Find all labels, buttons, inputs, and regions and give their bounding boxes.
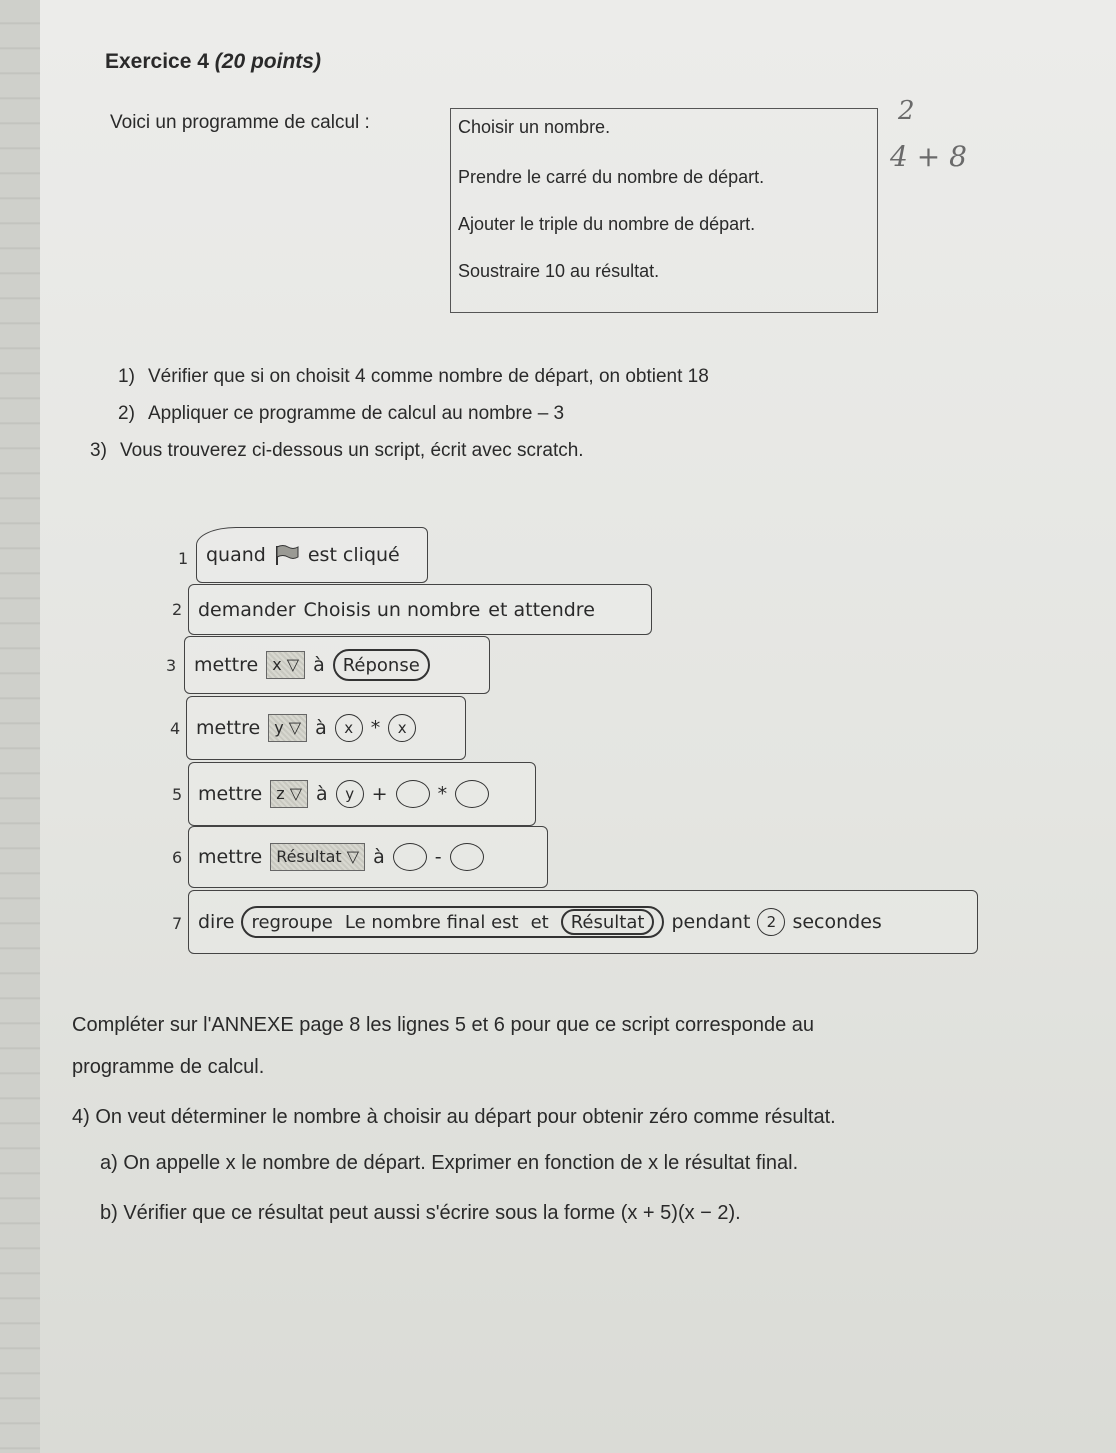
intro-text: Voici un programme de calcul :: [110, 112, 370, 133]
line-number-5: 5: [172, 785, 183, 804]
block-set-x: [184, 636, 490, 694]
empty-slot-1: [396, 780, 430, 808]
block-when-flag-clicked: [196, 527, 428, 583]
variable-y-label: y: [274, 718, 284, 737]
empty-slot-2: [455, 780, 489, 808]
block-5-word: mettre: [198, 783, 263, 805]
question-4a: a) On appelle x le nombre de départ. Exprimer en fonction de x le résultat final.: [100, 1152, 799, 1174]
answer-reporter: Réponse: [333, 649, 430, 681]
block-6-to: à: [373, 846, 385, 868]
operator-multiply-2: *: [437, 783, 448, 805]
line-number-1: 1: [178, 549, 189, 568]
block-1-word: quand: [206, 544, 266, 566]
block-6-word: mettre: [198, 846, 263, 868]
block-set-resultat: [188, 826, 548, 888]
block-4-to: à: [315, 717, 327, 739]
block-2-suffix: et attendre: [488, 598, 595, 621]
variable-dropdown-resultat: [270, 843, 365, 871]
dropdown-triangle-icon: ▽: [346, 847, 360, 866]
block-set-z: [188, 762, 536, 826]
variable-dropdown-y: [268, 714, 307, 742]
operand-x-1: x: [335, 714, 363, 742]
variable-dropdown-x: [266, 651, 305, 679]
seconds-value: 2: [757, 908, 785, 936]
handwritten-mark: 2: [898, 96, 915, 126]
title-main: Exercice 4: [105, 50, 209, 73]
program-step-1: Choisir un nombre.: [458, 117, 611, 137]
block-3-to: à: [313, 654, 325, 676]
question-1-num: 1): [118, 366, 135, 387]
program-step-2: Prendre le carré du nombre de départ.: [458, 167, 765, 187]
question-4: 4) On veut déterminer le nombre à choisir au départ pour obtenir zéro comme résultat.: [72, 1106, 836, 1128]
block-4-word: mettre: [196, 717, 261, 739]
question-1-text: Vérifier que si on choisit 4 comme nombre de départ, on obtient 18: [148, 366, 709, 387]
block-7-during: pendant: [671, 911, 751, 933]
question-2-num: 2): [118, 403, 135, 424]
green-flag-icon: [274, 544, 300, 566]
completion-line-2: programme de calcul.: [72, 1056, 265, 1078]
dropdown-triangle-icon: ▽: [286, 655, 300, 674]
line-number-7: 7: [172, 914, 183, 933]
question-2: [118, 403, 564, 425]
title-points: (20 points): [214, 50, 321, 73]
block-5-to: à: [316, 783, 328, 805]
join-reporter: [241, 906, 664, 938]
join-label: regroupe: [251, 911, 333, 933]
question-3-num: 3): [90, 440, 107, 461]
block-2-word: demander: [198, 598, 296, 621]
block-3-word: mettre: [194, 654, 259, 676]
block-7-word: dire: [198, 911, 235, 933]
operator-multiply: *: [370, 717, 381, 739]
variable-dropdown-z: [270, 780, 308, 808]
line-number-4: 4: [170, 719, 181, 738]
dropdown-triangle-icon: ▽: [288, 718, 302, 737]
question-1: [118, 366, 709, 388]
resultat-reporter: Résultat: [561, 909, 655, 935]
line-number-2: 2: [172, 600, 183, 619]
join-text: Le nombre final est: [344, 911, 519, 933]
operator-minus: -: [434, 846, 442, 868]
dropdown-triangle-icon: ▽: [289, 784, 302, 803]
exercise-title: [105, 50, 321, 74]
block-ask-and-wait: [188, 584, 652, 635]
join-and: et: [530, 911, 549, 933]
empty-slot-3: [393, 843, 427, 871]
variable-z-label: z: [276, 784, 285, 803]
block-2-question: Choisis un nombre: [303, 598, 481, 621]
program-step-3: Ajouter le triple du nombre de départ.: [458, 214, 756, 234]
question-2-text: Appliquer ce programme de calcul au nombre – 3: [148, 403, 565, 424]
binding-edge: [0, 0, 40, 1453]
variable-resultat-label: Résultat: [276, 847, 342, 866]
question-3-text: Vous trouverez ci-dessous un script, écrit avec scratch.: [120, 440, 584, 461]
operand-y: y: [336, 780, 364, 808]
completion-line-1: Compléter sur l'ANNEXE page 8 les lignes 5 et 6 pour que ce script corresponde au: [72, 1014, 814, 1036]
program-step-4: Soustraire 10 au résultat.: [458, 261, 660, 281]
empty-slot-4: [450, 843, 484, 871]
block-set-y: [186, 696, 466, 760]
block-say-for-secs: [188, 890, 978, 954]
question-3: [90, 440, 584, 462]
question-4b: b) Vérifier que ce résultat peut aussi s'écrire sous la forme (x + 5)(x − 2).: [100, 1202, 741, 1224]
operator-plus: +: [371, 783, 388, 805]
handwritten-expr: 4 + 8: [890, 140, 967, 173]
program-box: [450, 108, 878, 313]
block-7-seconds: secondes: [792, 911, 882, 933]
line-number-6: 6: [172, 848, 183, 867]
line-number-3: 3: [166, 656, 177, 675]
block-1-suffix: est cliqué: [307, 544, 400, 566]
variable-x-label: x: [272, 655, 282, 674]
operand-x-2: x: [388, 714, 416, 742]
